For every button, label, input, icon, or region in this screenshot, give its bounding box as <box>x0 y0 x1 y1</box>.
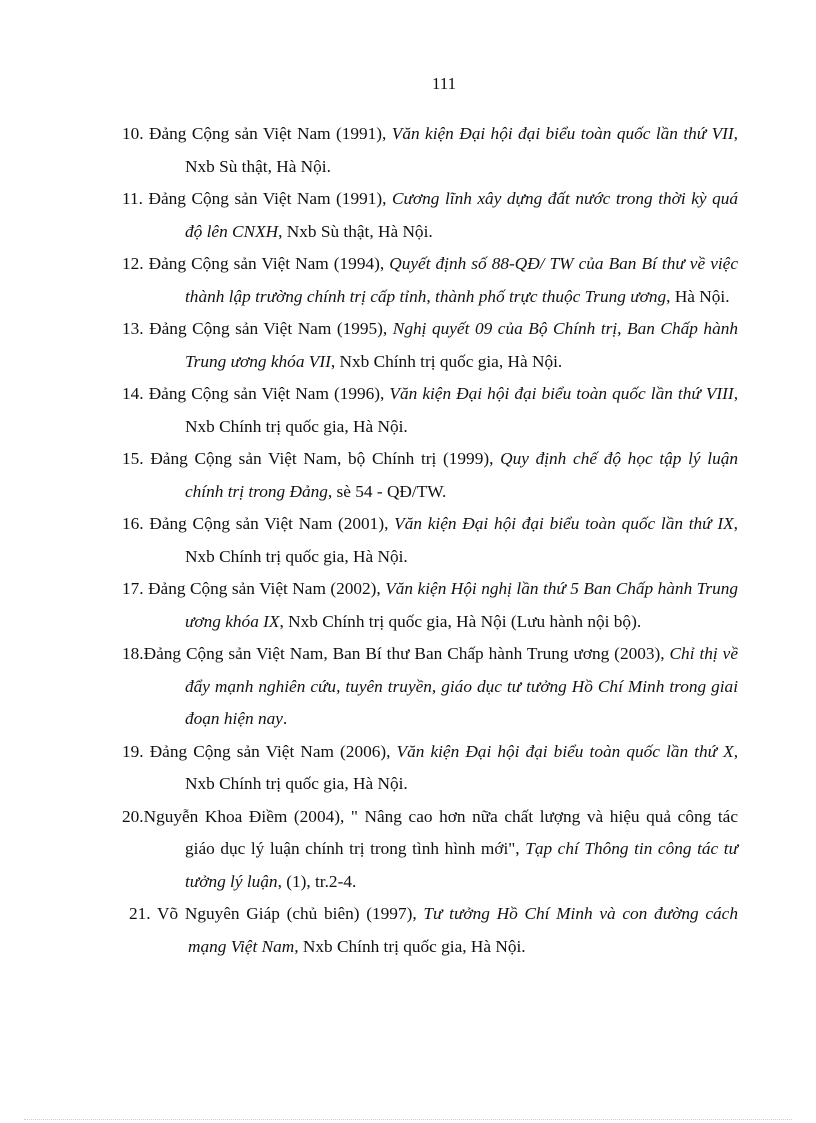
reference-item <box>122 736 738 801</box>
reference-publisher: , (1), tr.2-4. <box>277 871 357 891</box>
reference-number: 13. <box>122 319 150 338</box>
reference-author-year: Đảng Cộng sản Việt Nam, bộ Chính trị (1999), <box>150 449 501 468</box>
reference-number: 14. <box>122 384 149 403</box>
reference-title: Tạp chí Thông tin công tác tư tưởng lý luận <box>185 839 738 891</box>
reference-item <box>122 508 738 573</box>
reference-item <box>122 313 738 378</box>
reference-item <box>122 898 738 963</box>
reference-publisher: , sè 54 - QĐ/TW. <box>327 481 447 501</box>
reference-number: 20. <box>122 806 144 826</box>
reference-publisher: , Nxb Sù thật, Hà Nội. <box>278 221 433 241</box>
reference-title: Tư tưởng Hồ Chí Minh và con đường cách mạng Việt Nam <box>188 904 738 956</box>
page-bottom-rule <box>24 1119 792 1120</box>
reference-number: 15. <box>122 449 151 468</box>
reference-author-year: Đảng Cộng sản Việt Nam (2001), <box>149 514 395 533</box>
reference-publisher: , Nxb Chính trị quốc gia, Hà Nội. <box>294 936 526 956</box>
reference-title: Nghị quyết 09 của Bộ Chính trị, Ban Chấp hành Trung ương khóa VII <box>185 319 738 371</box>
reference-item <box>122 248 738 313</box>
reference-number: 11. <box>122 189 149 208</box>
reference-publisher: , Nxb Chính trị quốc gia, Hà Nội. <box>330 351 563 371</box>
reference-author-year: Đảng Cộng sản Việt Nam (1991), <box>149 124 392 143</box>
reference-item <box>122 801 738 899</box>
reference-title: Văn kiện Đại hội đại biểu toàn quốc lần thứ VII <box>391 124 734 143</box>
reference-author-year: Nguyễn Khoa Điềm (2004), " Nâng cao hơn nữa chất lượng và hiệu quả công tác giáo dục lý luận chính trị trong tình hình mới", <box>143 806 738 858</box>
reference-item <box>122 183 738 248</box>
reference-publisher: , Nxb Chính trị quốc gia, Hà Nội. <box>185 741 739 793</box>
reference-item <box>122 638 738 736</box>
reference-item <box>122 378 738 443</box>
reference-number: 10. <box>122 124 150 143</box>
reference-number: 21. <box>129 904 158 923</box>
reference-author-year: Đảng Cộng sản Việt Nam (1991), <box>148 189 392 208</box>
reference-item <box>122 443 738 508</box>
reference-publisher: , Nxb Chính trị quốc gia, Hà Nội. <box>185 384 739 436</box>
reference-author-year: Đảng Cộng sản Việt Nam (2006), <box>149 741 397 761</box>
reference-title: Quy định chế độ học tập lý luận chính trị trong Đảng <box>185 449 739 501</box>
reference-publisher: , Hà Nội. <box>666 286 730 306</box>
reference-title: Cương lĩnh xây dựng đất nước trong thời kỳ quá độ lên CNXH <box>185 189 738 241</box>
reference-number: 18. <box>122 644 144 663</box>
reference-list <box>122 118 738 963</box>
reference-publisher: , Nxb Sù thật, Hà Nội. <box>185 124 738 176</box>
reference-number: 17. <box>122 579 149 598</box>
reference-title: Văn kiện Đại hội đại biểu toàn quốc lần thứ IX <box>394 514 734 533</box>
reference-author-year: Đảng Cộng sản Việt Nam, Ban Bí thư Ban Chấp hành Trung ương (2003), <box>143 644 670 663</box>
reference-author-year: Võ Nguyên Giáp (chủ biên) (1997), <box>157 904 424 923</box>
reference-title: Văn kiện Hội nghị lần thứ 5 Ban Chấp hành Trung ương khóa IX <box>185 579 738 631</box>
reference-title: Chỉ thị về đẩy mạnh nghiên cứu, tuyên truyền, giáo dục tư tưởng Hồ Chí Minh trong giai đoạn hiện nay <box>185 644 738 728</box>
reference-publisher: . <box>282 709 288 728</box>
reference-number: 12. <box>122 254 149 273</box>
reference-item <box>122 118 738 183</box>
reference-title: Quyết định số 88-QĐ/ TW của Ban Bí thư về việc thành lập trường chính trị cấp tỉnh, thành phố trực thuộc Trung ương <box>185 254 739 306</box>
reference-number: 16. <box>122 514 150 533</box>
reference-author-year: Đảng Cộng sản Việt Nam (2002), <box>148 579 386 598</box>
reference-number: 19. <box>122 741 150 761</box>
reference-title: Văn kiện Đại hội đại biểu toàn quốc lần thứ VIII <box>389 384 734 403</box>
reference-title: Văn kiện Đại hội đại biểu toàn quốc lần thứ X <box>396 741 734 761</box>
reference-item <box>122 573 738 638</box>
reference-author-year: Đảng Cộng sản Việt Nam (1995), <box>149 319 393 338</box>
page-number: 111 <box>431 74 457 93</box>
reference-publisher: , Nxb Chính trị quốc gia, Hà Nội (Lưu hành nội bộ). <box>279 611 642 631</box>
reference-author-year: Đảng Cộng sản Việt Nam (1994), <box>148 254 390 273</box>
reference-author-year: Đảng Cộng sản Việt Nam (1996), <box>148 384 390 403</box>
reference-publisher: , Nxb Chính trị quốc gia, Hà Nội. <box>185 514 738 566</box>
